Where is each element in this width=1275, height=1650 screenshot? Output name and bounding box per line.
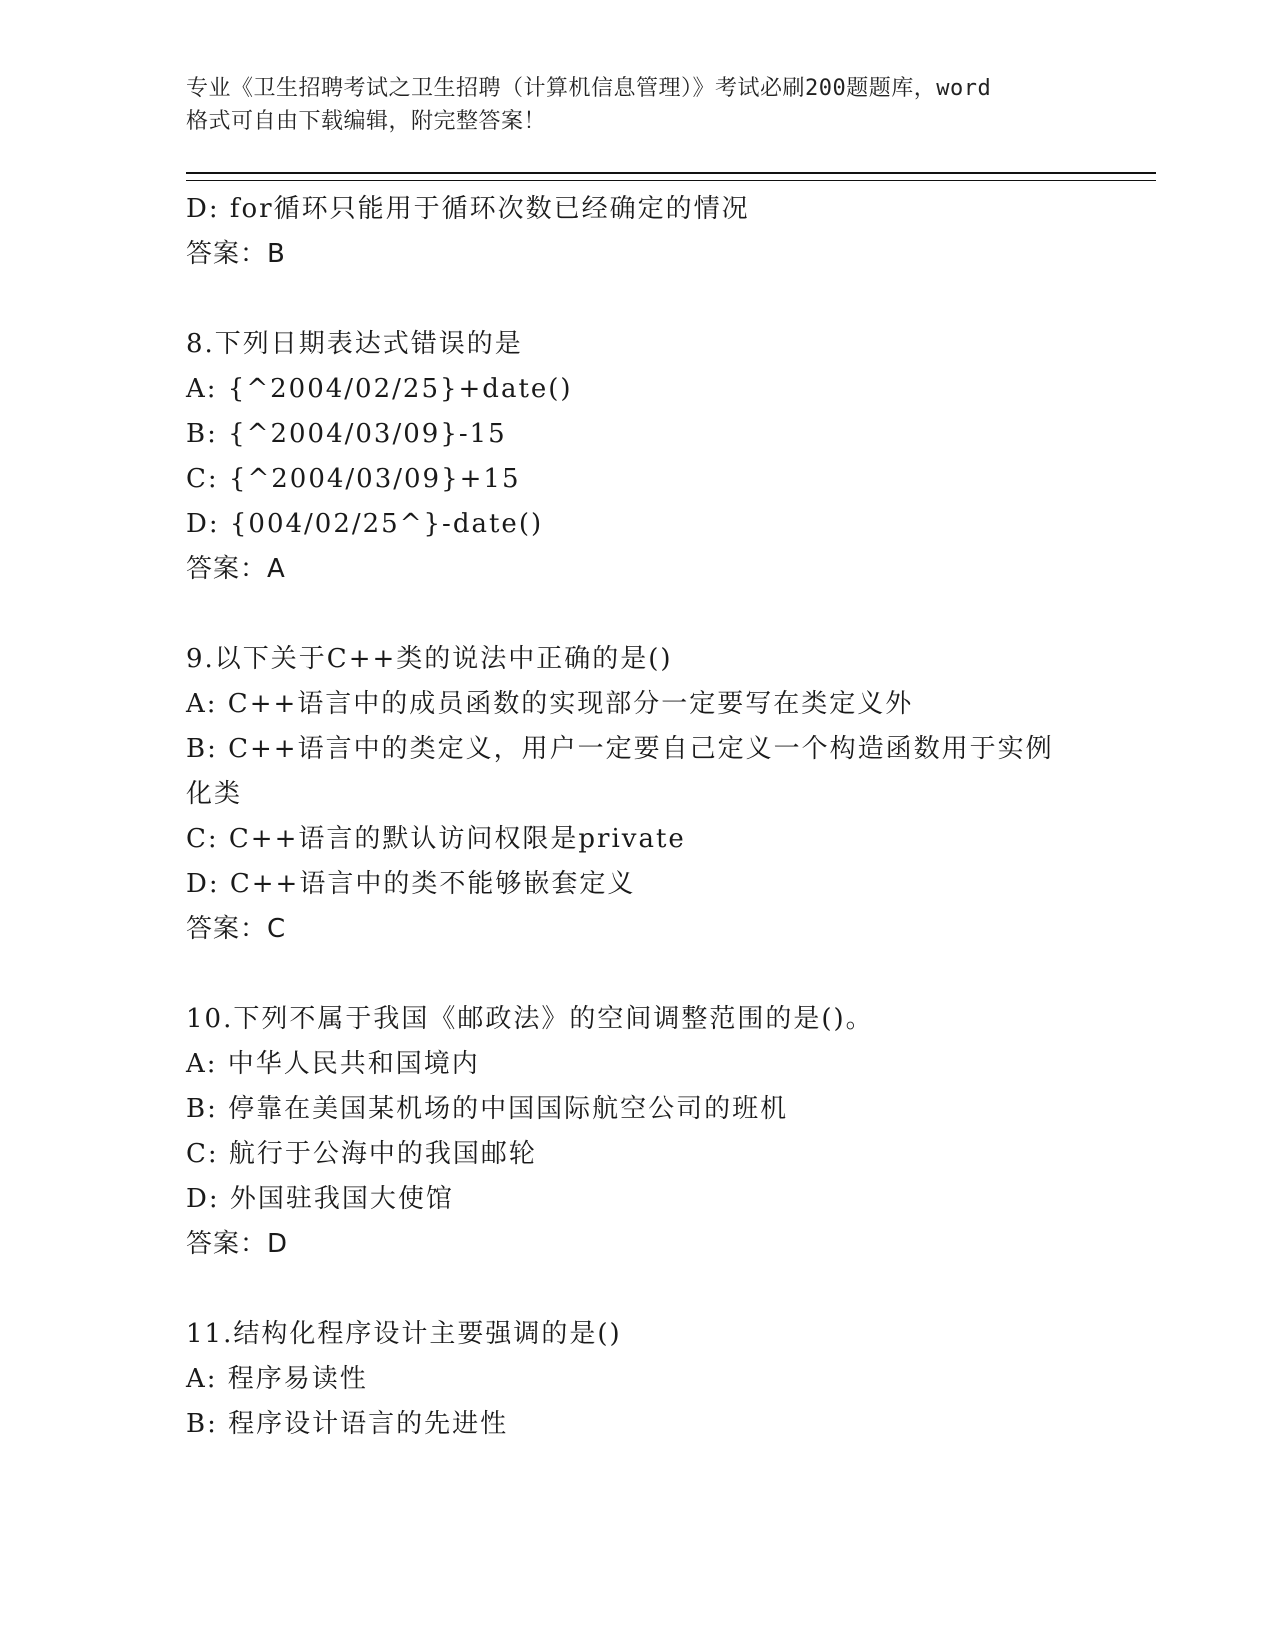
option-c: C: {^2004/03/09}+15 [186, 464, 521, 494]
question-9 [186, 637, 1156, 952]
spacer [186, 592, 1156, 637]
header-line-1: 专业《卫生招聘考试之卫生招聘（计算机信息管理）》考试必刷200题题库，word [186, 76, 992, 101]
option-a: A: 中华人民共和国境内 [186, 1049, 480, 1079]
option-b: B: 程序设计语言的先进性 [186, 1409, 509, 1439]
question-stem: 11.结构化程序设计主要强调的是() [186, 1319, 622, 1349]
option-d: D: {004/02/25^}-date() [186, 509, 544, 539]
option-a: A: C++语言中的成员函数的实现部分一定要写在类定义外 [186, 689, 914, 719]
option-b-continued: 化类 [186, 779, 243, 809]
question-8 [186, 322, 1156, 592]
option-d: D: 外国驻我国大使馆 [186, 1184, 454, 1214]
option-a: A: 程序易读性 [186, 1364, 368, 1394]
question-content [186, 187, 1156, 1447]
spacer [186, 1267, 1156, 1312]
option-b: B: 停靠在美国某机场的中国国际航空公司的班机 [186, 1094, 789, 1124]
spacer [186, 952, 1156, 997]
option-c: C: 航行于公海中的我国邮轮 [186, 1139, 537, 1169]
question-11 [186, 1312, 1156, 1447]
answer-line: 答案：A [186, 554, 286, 584]
question-stem: 9.以下关于C++类的说法中正确的是() [186, 644, 673, 674]
question-stem: 10.下列不属于我国《邮政法》的空间调整范围的是()。 [186, 1004, 874, 1034]
previous-question-tail [186, 187, 1156, 277]
header-line-2: 格式可自由下载编辑，附完整答案！ [186, 109, 547, 134]
option-c: C: C++语言的默认访问权限是private [186, 824, 686, 854]
document-header [186, 72, 1156, 138]
option-a: A: {^2004/02/25}+date() [186, 374, 573, 404]
answer-line: 答案：C [186, 914, 287, 944]
answer-line: 答案：D [186, 1229, 289, 1259]
option-b: B: {^2004/03/09}-15 [186, 419, 507, 449]
answer-line: 答案：B [186, 239, 286, 269]
option-d: D: for循环只能用于循环次数已经确定的情况 [186, 194, 750, 224]
question-10 [186, 997, 1156, 1267]
header-divider [186, 172, 1156, 181]
spacer [186, 277, 1156, 322]
document-page [186, 72, 1156, 1447]
option-b: B: C++语言中的类定义，用户一定要自己定义一个构造函数用于实例 [186, 734, 1054, 764]
question-stem: 8.下列日期表达式错误的是 [186, 329, 523, 359]
option-d: D: C++语言中的类不能够嵌套定义 [186, 869, 636, 899]
